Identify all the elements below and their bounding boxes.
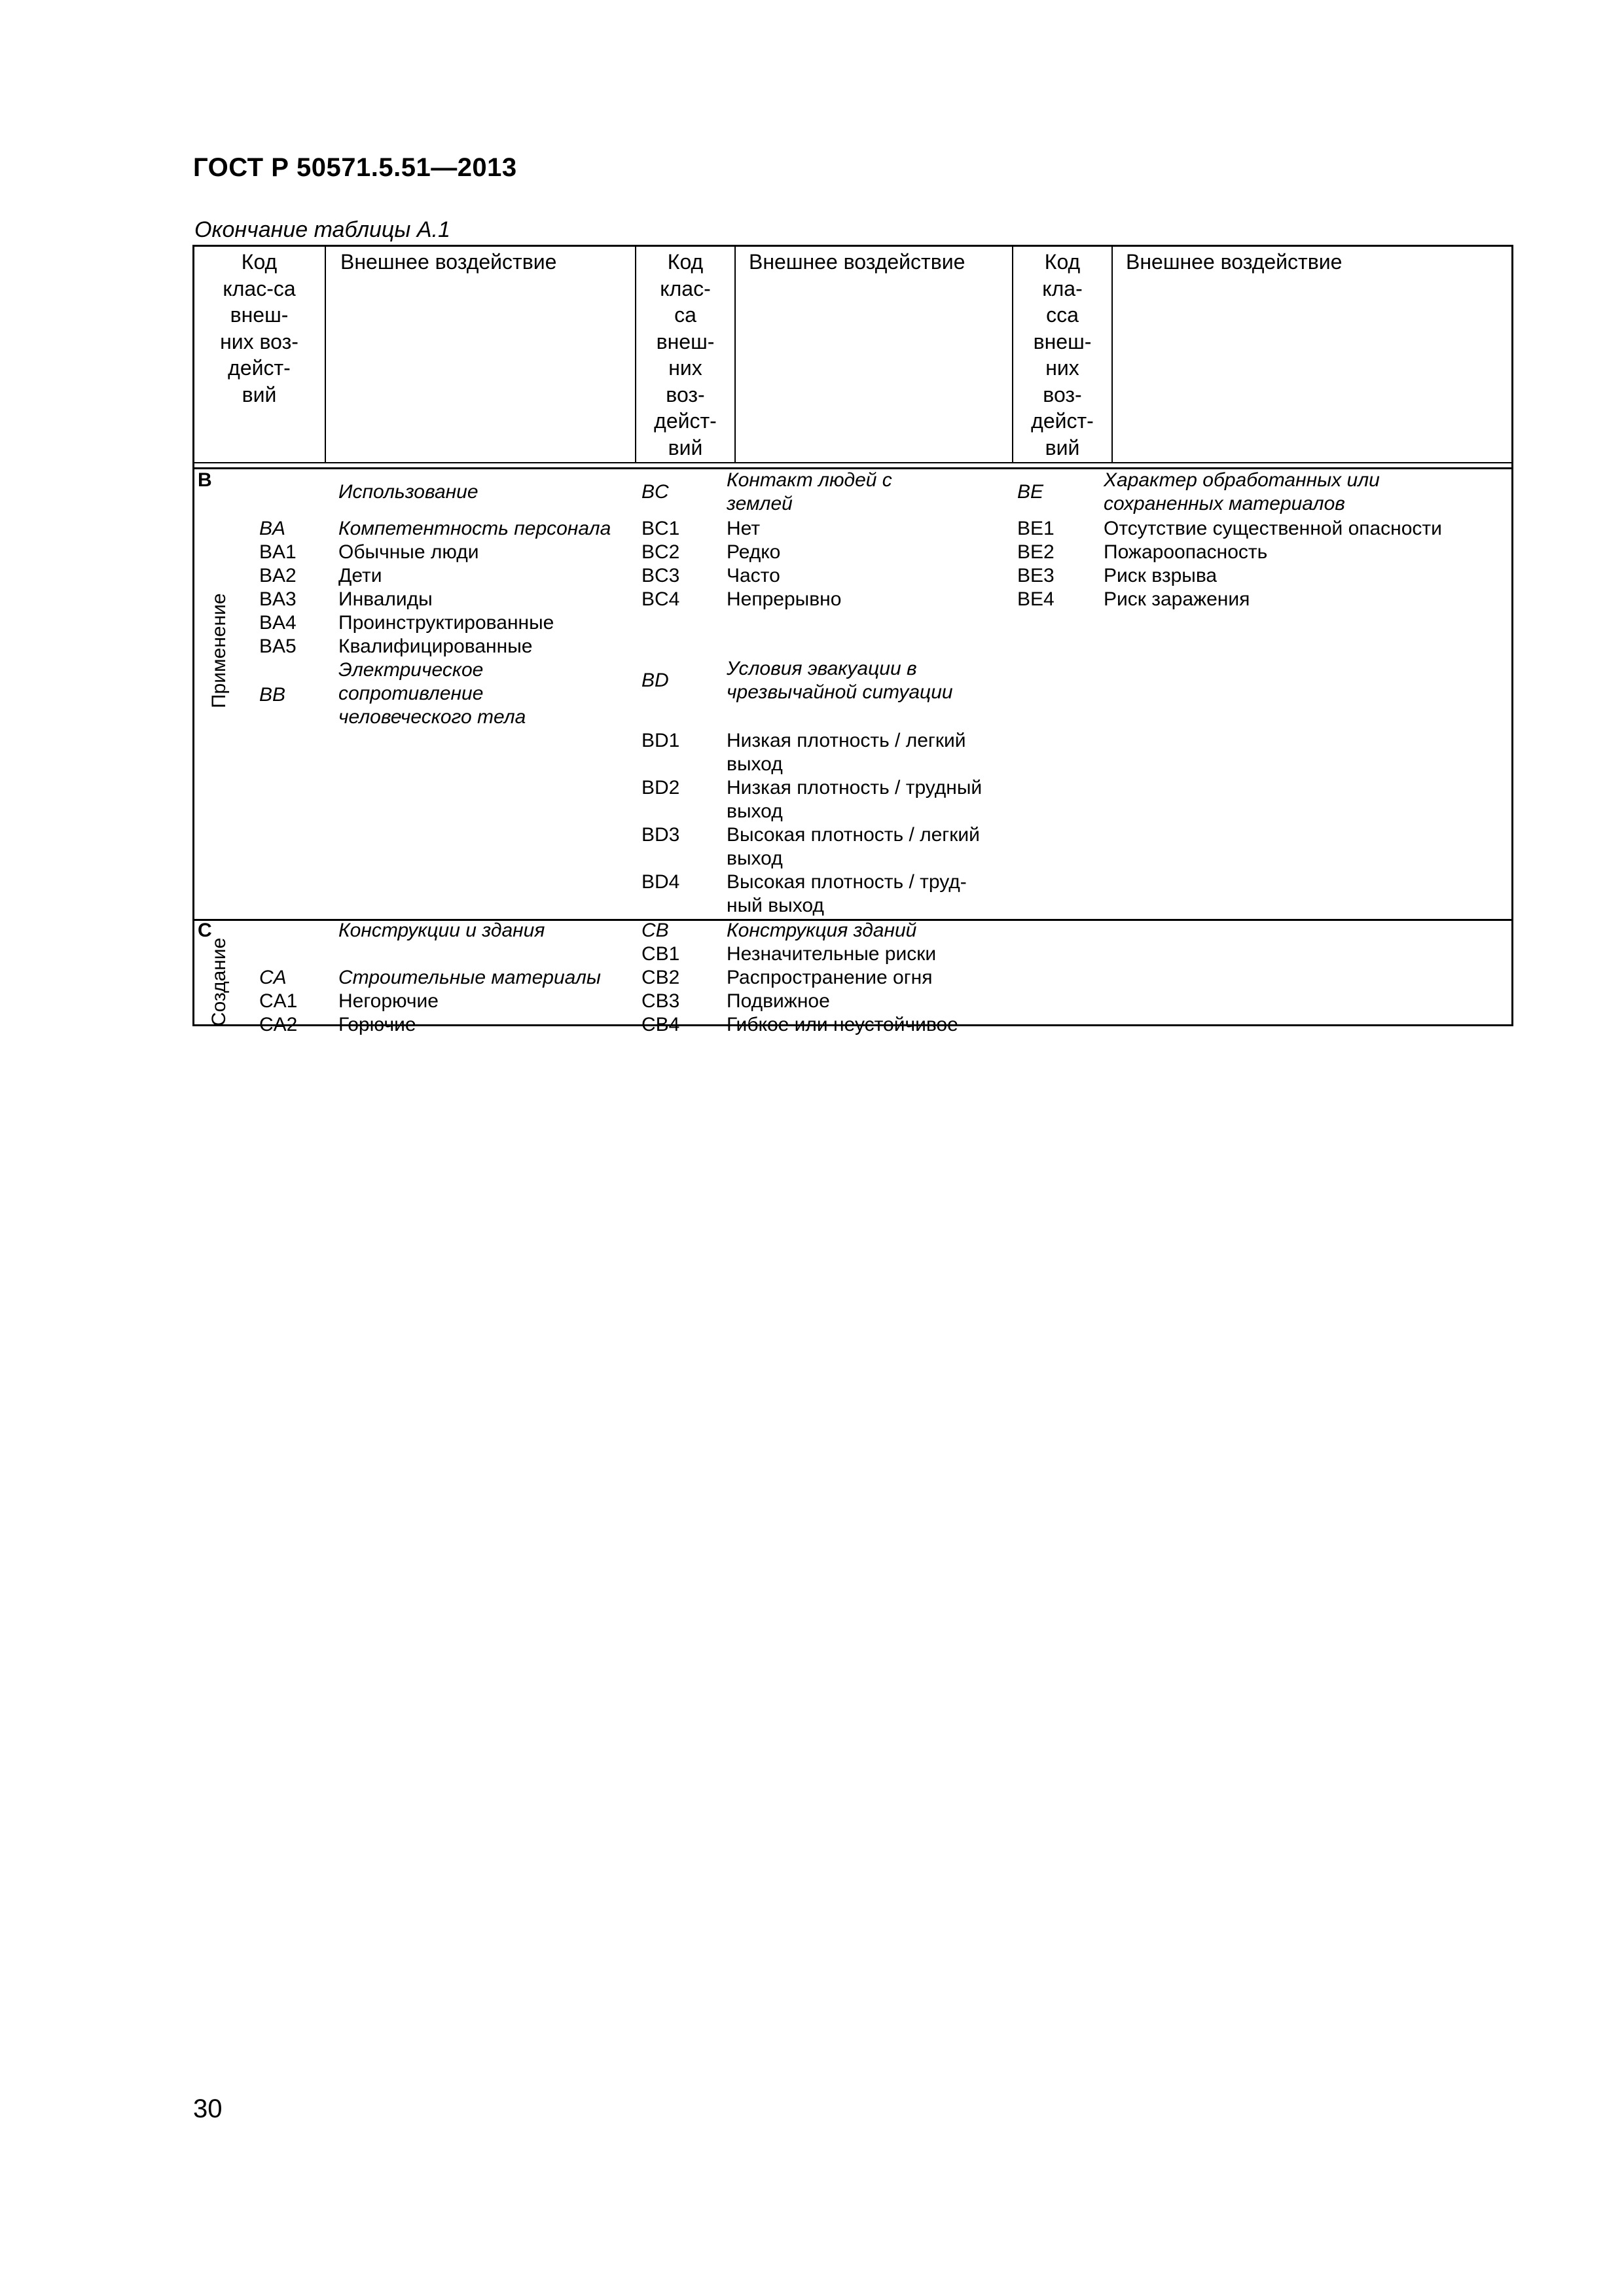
header-code-2: Код клас- са внеш- них воз- дейст- вий [654,250,717,459]
title-bb-line-3: человеческого тела [338,706,526,728]
code-cb2: CB2 [641,967,680,988]
title-be-line-1: Характер обработанных или [1104,469,1380,491]
text-cb2: Распространение огня [727,967,933,988]
text-ba3: Инвалиды [338,588,433,610]
header-effect-1: Внешнее воздействие [340,250,557,274]
document-title: ГОСТ Р 50571.5.51—2013 [193,153,517,182]
code-cb1: CB1 [641,943,680,965]
header-col-line-5 [1111,246,1113,463]
section-group-label-c: Создание [208,937,230,1026]
text-bd1-line-2: выход [727,753,783,775]
title-bc-line-2: землей [727,493,793,514]
header-code-1: Код клас-са внеш- них воз- дейст- вий [220,250,298,406]
code-bc3: BC3 [641,565,680,586]
code-be3: BE3 [1017,565,1055,586]
title-bb-line-1: Электрическое [338,659,484,681]
code-bb: BB [259,684,286,706]
code-bd1: BD1 [641,730,680,751]
header-col-line-1 [325,246,326,463]
title-cb: Конструкция зданий [727,920,917,941]
code-bd2: BD2 [641,777,680,798]
text-ba5: Квалифицированные [338,636,533,657]
text-cb4: Гибкое или неустойчивое [727,1014,958,1035]
text-be1: Отсутствие существенной опасности [1104,518,1442,539]
page-number: 30 [193,2094,223,2123]
title-ca: Строительные материалы [338,967,601,988]
text-bd2-line-1: Низкая плотность / трудный [727,777,983,798]
code-be2: BE2 [1017,541,1055,563]
text-cb3: Подвижное [727,990,830,1012]
header-col-line-2 [635,246,636,463]
header-effect-2: Внешнее воздействие [749,250,965,274]
code-ba2: BA2 [259,565,297,586]
text-bd4-line-2: ный выход [727,895,824,916]
section-title-b: Использование [338,481,478,503]
code-cb4: CB4 [641,1014,680,1035]
title-be-line-2: сохраненных материалов [1104,493,1345,514]
text-be4: Риск заражения [1104,588,1250,610]
code-be: BE [1017,481,1044,503]
code-bc4: BC4 [641,588,680,610]
code-cb: CB [641,920,669,941]
code-cb3: CB3 [641,990,680,1012]
code-ba3: BA3 [259,588,297,610]
header-code-3: Код кла- сса внеш- них воз- дейст- вий [1031,250,1094,459]
code-ba1: BA1 [259,541,297,563]
text-ba2: Дети [338,565,382,586]
code-bd: BD [641,670,669,691]
code-be4: BE4 [1017,588,1055,610]
text-ba4: Проинструктированные [338,612,554,634]
text-cb1: Незначительные риски [727,943,937,965]
code-be1: BE1 [1017,518,1055,539]
code-ba: BA [259,518,286,539]
text-bc4: Непрерывно [727,588,842,610]
table-caption: Окончание таблицы А.1 [194,217,450,242]
header-col-line-3 [734,246,736,463]
header-effect-3: Внешнее воздействие [1126,250,1343,274]
text-bd4-line-1: Высокая плотность / труд- [727,871,967,893]
section-title-c: Конструкции и здания [338,920,545,941]
title-bd-line-1: Условия эвакуации в [727,658,917,679]
code-ca1: CA1 [259,990,298,1012]
code-bd3: BD3 [641,824,680,846]
text-bd3-line-2: выход [727,848,783,869]
code-ba5: BA5 [259,636,297,657]
text-be2: Пожароопасность [1104,541,1268,563]
text-bd1-line-1: Низкая плотность / легкий [727,730,966,751]
section-letter-c: C [198,920,212,941]
header-divider-top [194,462,1512,463]
text-bc2: Редко [727,541,781,563]
title-bc-line-1: Контакт людей с [727,469,892,491]
section-letter-b: B [198,469,212,491]
code-ca: CA [259,967,287,988]
text-bc3: Часто [727,565,780,586]
code-ca2: CA2 [259,1014,298,1035]
header-col-line-4 [1012,246,1013,463]
text-bc1: Нет [727,518,761,539]
title-bb-line-2: сопротивление [338,683,484,704]
code-bc2: BC2 [641,541,680,563]
text-be3: Риск взрыва [1104,565,1218,586]
title-bd-line-2: чрезвычайной ситуации [727,681,953,703]
title-ba: Компетентность персонала [338,518,611,539]
text-bd3-line-1: Высокая плотность / легкий [727,824,980,846]
code-bc: BC [641,481,669,503]
text-ba1: Обычные люди [338,541,479,563]
section-group-label-b: Применение [208,593,230,708]
code-bd4: BD4 [641,871,680,893]
text-ca2: Горючие [338,1014,416,1035]
code-bc1: BC1 [641,518,680,539]
code-ba4: BA4 [259,612,297,634]
text-ca1: Негорючие [338,990,439,1012]
text-bd2-line-2: выход [727,800,783,822]
